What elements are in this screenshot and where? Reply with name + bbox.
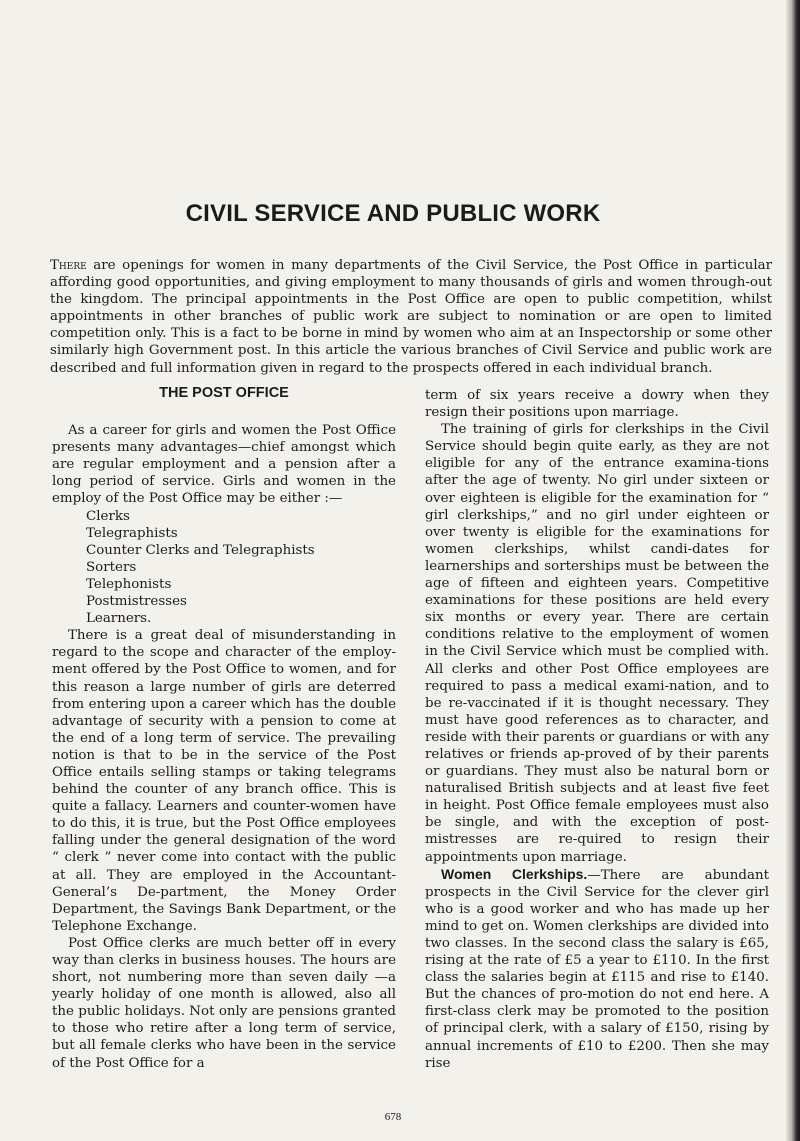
list-item: Telegraphists — [86, 525, 178, 541]
left-paragraph-1: As a career for girls and women the Post Office presents many advantages—chief amongst which are regular employment and a pension after a long period of service. Girls and women in the employ of the Post Office may be either :— — [52, 423, 396, 507]
employee-type-list — [52, 508, 396, 628]
list-item: Telephonists — [86, 576, 172, 592]
section-heading-post-office: THE POST OFFICE — [159, 385, 289, 401]
left-paragraph-2: There is a great deal of misunderstanding in regard to the scope and character of the employ-ment offered by the Post Office to women, and for this reason a large number of girls are deterred from entering upon a career which has the double advantage of security with a pension to come at the end of a long term of service. The prevailing notion is that to be in the service of the Post Office entails selling stamps or taking telegrams behind the counter of any branch office. This is quite a fallacy. Learners and counter-women have to do this, it is true, but the Post Office employees falling under the general designation of the word “ clerk ” never come into contact with the public at all. They are employed in the Accountant-General’s De-partment, the Money Order Department, the Savings Bank Department, or the Telephone Exchange. — [52, 628, 396, 934]
list-item: Postmistresses — [86, 594, 187, 610]
right-paragraph-3 — [425, 866, 769, 1072]
right-paragraph-1: term of six years receive a dowry when they resign their positions upon marriage. — [425, 388, 769, 421]
list-item: Sorters — [86, 559, 137, 575]
right-column — [425, 387, 769, 1072]
right-paragraph-2: The training of girls for clerkships in the Civil Service should begin quite early, as they are not eligible for any of the entrance examina-tions after the age of twenty. No girl under sixteen or over eighteen is eligible for the examination for “ girl clerkships,” and no girl under eighteen or over twenty is eligible for the examinations for women clerkships, whilst candi-dates for learnerships and sorterships must be between the age of fifteen and eighteen years. Competitive examinations for these positions are held every six months or every year. There are certain conditions relative to the employment of women in the Civil Service which must be complied with. All clerks and other Post Office employees are required to pass a medical exami-nation, and to be re-vaccinated if it is thought necessary. They must have good references as to character, and reside with their parents or guardians or with any relatives or friends ap-proved of by their parents or guardians. They must also be natural born or naturalised British subjects and at least five feet in height. Post Office female employees must also be single, and with the exception of post-mistresses are re-quired to resign their appointments upon marriage. — [425, 422, 769, 865]
page-edge-shadow — [786, 0, 800, 1141]
intro-text: are openings for women in many departments of the Civil Service, the Post Office in particular affording good opportunities, and giving employment to many thousands of girls and women through-out the kingdom. The principal appointments in the Post Office are open to public competition, whilst appointments in other branches of public work are subject to nomination or are open to limited competition only. This is a fact to be borne in mind by women who aim at an Inspectorship or some other similarly high Government post. In this article the various branches of Civil Service and public work are described and full information given in regard to the prospects offered in each individual branch. — [50, 258, 772, 376]
page-number: 678 — [384, 1111, 402, 1123]
list-item: Learners. — [86, 611, 152, 627]
runin-heading-women-clerkships: Women Clerkships. — [441, 865, 588, 882]
list-item: Counter Clerks and Telegraphists — [86, 542, 315, 558]
left-column — [52, 385, 396, 1072]
intro-lead-word: There — [50, 258, 87, 273]
right-paragraph-3-text: —There are abundant prospects in the Civil Service for the clever girl who is a good worker and who has made up her mind to get on. Women clerkships are divided into two classes. In the second class the salary is £65, rising at the rate of £5 a year to £110. In the first class the salaries begin at £115 and rise to £140. But the chances of pro-motion do not end here. A first-class clerk may be promoted to the position of principal clerk, with a salary of £150, rising by annual increments of £10 to £200. Then she may rise — [425, 867, 769, 1071]
list-item: Clerks — [86, 508, 130, 524]
page-title: CIVIL SERVICE AND PUBLIC WORK — [185, 200, 601, 227]
left-paragraph-3: Post Office clerks are much better off in every way than clerks in business houses. The hours are short, not numbering more than seven daily —a yearly holiday of one month is allowed, also all the public holidays. Not only are pensions granted to those who retire after a long term of service, but all female clerks who have been in the service of the Post Office for a — [52, 935, 396, 1071]
intro-paragraph — [50, 257, 772, 377]
